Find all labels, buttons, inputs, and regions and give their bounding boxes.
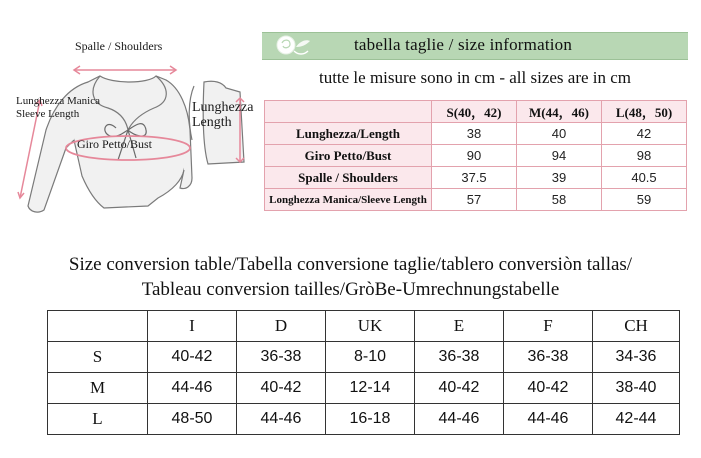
size-table-cell: 40.5 [602, 167, 687, 189]
length-label-line2: Length [192, 115, 232, 130]
sleeve-length-label [16, 95, 100, 121]
size-table-cell: 98 [602, 145, 687, 167]
size-table-row [265, 167, 687, 189]
conversion-cell: 36-38 [504, 342, 593, 373]
conversion-row-label: S [48, 342, 148, 373]
size-table-cell: 42 [602, 123, 687, 145]
conversion-cell: 44-46 [148, 373, 237, 404]
conversion-header-cell: E [415, 311, 504, 342]
size-table-cell: 57 [432, 189, 517, 211]
length-label [192, 100, 253, 130]
size-table-cell: 40 [517, 123, 602, 145]
conversion-header-cell [48, 311, 148, 342]
conversion-header-cell: I [148, 311, 237, 342]
size-table-cell: 59 [602, 189, 687, 211]
conversion-row-label: L [48, 404, 148, 435]
conversion-title-line1: Size conversion table/Tabella conversione taglie/tablero conversiòn tallas/ [68, 254, 633, 275]
length-label-line1: Lunghezza [192, 100, 254, 115]
conversion-row [48, 342, 680, 373]
size-table-header-cell [265, 101, 432, 123]
conversion-title [0, 252, 701, 302]
size-table-row [265, 189, 687, 211]
size-table-row-label: Spalle / Shoulders [265, 167, 432, 189]
banner-title: tabella taglie / size information [354, 35, 573, 54]
size-table-header-row [265, 101, 687, 123]
conversion-row [48, 373, 680, 404]
conversion-cell: 40-42 [504, 373, 593, 404]
size-info-table [264, 100, 687, 211]
size-table-cell: 94 [517, 145, 602, 167]
conversion-row-label: M [48, 373, 148, 404]
size-table-row [265, 123, 687, 145]
shoulders-label: Spalle / Shoulders [75, 39, 163, 53]
conversion-title-line2: Tableau conversion tailles/GròBe-Umrechnungstabelle [141, 279, 560, 300]
size-table-cell: 38 [432, 123, 517, 145]
size-table-header-cell: L(48，50) [602, 101, 687, 123]
jacket-illustration [8, 30, 258, 230]
size-table-header-cell: M(44，46) [517, 101, 602, 123]
garment-sketch [8, 30, 258, 230]
size-info-banner [262, 32, 688, 60]
rose-icon [272, 29, 312, 61]
conversion-row [48, 404, 680, 435]
size-table-cell: 90 [432, 145, 517, 167]
conversion-cell: 44-46 [504, 404, 593, 435]
conversion-header-cell: CH [593, 311, 680, 342]
size-table-row-label: Longhezza Manica/Sleeve Length [265, 189, 432, 211]
conversion-cell: 40-42 [148, 342, 237, 373]
size-table-header-cell: S(40，42) [432, 101, 517, 123]
conversion-cell: 42-44 [593, 404, 680, 435]
sleeve-length-label-line1: Lunghezza Manica [16, 95, 100, 107]
conversion-cell: 36-38 [415, 342, 504, 373]
conversion-header-row [48, 311, 680, 342]
size-table-row-label: Lunghezza/Length [265, 123, 432, 145]
size-table-row [265, 145, 687, 167]
conversion-cell: 44-46 [415, 404, 504, 435]
conversion-header-cell: D [237, 311, 326, 342]
conversion-cell: 44-46 [237, 404, 326, 435]
conversion-cell: 12-14 [326, 373, 415, 404]
size-table-cell: 58 [517, 189, 602, 211]
conversion-cell: 48-50 [148, 404, 237, 435]
conversion-cell: 8-10 [326, 342, 415, 373]
conversion-header-cell: UK [326, 311, 415, 342]
conversion-cell: 36-38 [237, 342, 326, 373]
conversion-header-cell: F [504, 311, 593, 342]
conversion-cell: 34-36 [593, 342, 680, 373]
size-table-cell: 37.5 [432, 167, 517, 189]
conversion-cell: 16-18 [326, 404, 415, 435]
size-table-cell: 39 [517, 167, 602, 189]
conversion-cell: 40-42 [237, 373, 326, 404]
conversion-cell: 40-42 [415, 373, 504, 404]
bust-label: Giro Petto/Bust [77, 137, 153, 151]
conversion-cell: 38-40 [593, 373, 680, 404]
size-table-row-label: Giro Petto/Bust [265, 145, 432, 167]
sleeve-length-label-line2: Sleeve Length [16, 108, 80, 120]
size-conversion-table [47, 310, 680, 435]
units-note: tutte le misure sono in cm - all sizes are in cm [318, 68, 632, 87]
